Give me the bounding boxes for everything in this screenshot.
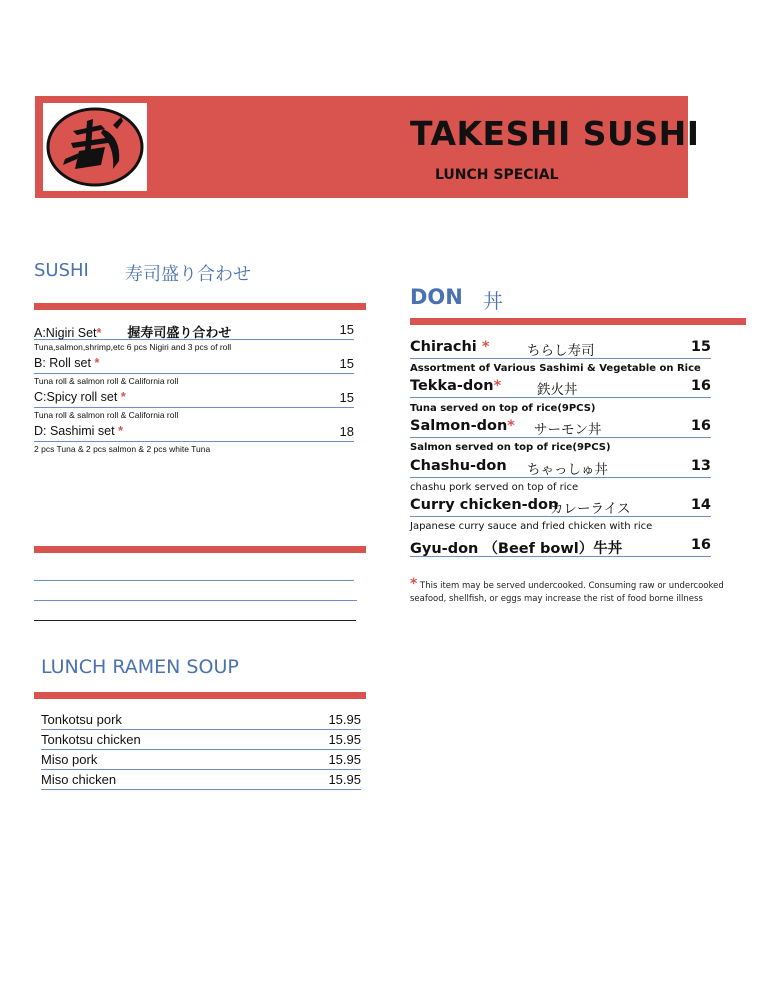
- don-heading-jp: 丼: [483, 289, 503, 313]
- item-price: 15.95: [328, 732, 361, 747]
- item-description: Tuna roll & salmon roll & California roll: [34, 410, 179, 420]
- sushi-item-a: [34, 322, 354, 340]
- ramen-item: [41, 772, 361, 790]
- undercooked-star: *: [94, 356, 100, 370]
- item-price: 15: [339, 322, 354, 337]
- item-price: 16: [690, 537, 711, 553]
- item-price: 15: [339, 390, 354, 405]
- blank-rule: [34, 620, 356, 621]
- item-name: Curry chicken-don: [410, 497, 559, 513]
- item-name: Tekka-don: [410, 378, 494, 394]
- item-description: Tuna,salmon,shrimp,etc 6 pcs Nigiri and 3 pcs of roll: [34, 342, 232, 352]
- don-heading: DON: [410, 285, 463, 309]
- item-description: Tuna served on top of rice(9PCS): [410, 403, 596, 414]
- blank-rule: [34, 580, 354, 581]
- undercooked-star: *: [120, 390, 126, 404]
- item-name: Miso chicken: [41, 772, 117, 787]
- item-name-jp: 鉄火丼: [537, 382, 578, 398]
- item-price: 16: [690, 418, 711, 434]
- undercooked-disclaimer: [410, 578, 755, 606]
- undercooked-star: *: [96, 326, 102, 340]
- ramen-heading: LUNCH RAMEN SOUP: [41, 656, 239, 678]
- item-name: Tonkotsu chicken: [41, 732, 141, 747]
- item-description: chashu pork served on top of rice: [410, 482, 579, 493]
- sushi-item-b: [34, 356, 354, 374]
- sushi-item-c: [34, 390, 354, 408]
- item-name: Miso pork: [41, 752, 98, 767]
- sushi-heading: SUSHI: [34, 260, 89, 281]
- item-description: Tuna roll & salmon roll & California roll: [34, 376, 179, 386]
- section-divider: [34, 303, 366, 310]
- undercooked-star: *: [118, 424, 123, 438]
- item-name-jp: ちらし寿司: [527, 343, 595, 359]
- undercooked-star: *: [493, 378, 502, 394]
- item-name: B: Roll set: [34, 356, 95, 370]
- item-name: Salmon-don: [410, 418, 508, 434]
- item-description: 2 pcs Tuna & 2 pcs salmon & 2 pcs white Tuna: [34, 444, 211, 454]
- sushi-heading-jp: 寿司盛り合わせ: [125, 264, 251, 285]
- item-description: Assortment of Various Sashimi & Vegetable on Rice: [410, 363, 701, 374]
- item-name: A:Nigiri Set: [34, 326, 97, 340]
- menu-subtitle: LUNCH SPECIAL: [435, 167, 559, 183]
- item-name-jp: カレーライス: [550, 501, 631, 517]
- don-item-curry: [410, 497, 711, 517]
- ramen-item: [41, 752, 361, 770]
- item-name-jp: サーモン丼: [534, 422, 602, 438]
- disclaimer-text: This item may be served undercooked. Consuming raw or undercooked seafood, shellfish, or eggs may increase the rist of food borne illness: [410, 581, 724, 604]
- section-divider: [410, 318, 746, 325]
- item-name-jp: ちゃっしゅ丼: [527, 462, 608, 478]
- item-price: 15.95: [328, 772, 361, 787]
- sushi-item-d: [34, 424, 354, 442]
- section-divider: [34, 692, 366, 699]
- item-name: D: Sashimi set: [34, 424, 119, 438]
- restaurant-title: TAKESHI SUSHI: [410, 114, 700, 153]
- blank-rule: [34, 600, 357, 601]
- item-name: C:Spicy roll set: [34, 390, 121, 404]
- don-item-chirachi: [410, 339, 711, 359]
- item-price: 18: [339, 424, 354, 439]
- item-name-jp: 握寿司盛り合わせ: [127, 325, 232, 340]
- item-price: 15: [339, 356, 354, 371]
- don-item-tekka: [410, 378, 711, 398]
- item-price: 13: [690, 458, 711, 474]
- ramen-item: [41, 712, 361, 730]
- takeshi-logo-icon: [43, 103, 147, 191]
- item-price: 15.95: [328, 752, 361, 767]
- item-name: Tonkotsu pork: [41, 712, 122, 727]
- item-price: 14: [690, 497, 711, 513]
- item-name: Chashu-don: [410, 458, 507, 474]
- undercooked-star: *: [507, 418, 515, 434]
- undercooked-star: *: [481, 339, 490, 355]
- don-item-chashu: [410, 458, 711, 478]
- don-item-salmon: [410, 418, 711, 438]
- undercooked-star: *: [410, 576, 418, 592]
- item-name: Gyu-don （Beef bowl）牛丼: [410, 541, 623, 557]
- ramen-item: [41, 732, 361, 750]
- item-description: Japanese curry sauce and fried chicken with rice: [410, 521, 653, 532]
- item-price: 15: [690, 339, 711, 355]
- don-item-gyu: [410, 537, 711, 557]
- item-price: 16: [690, 378, 711, 394]
- item-name: Chirachi: [410, 339, 482, 355]
- section-divider: [34, 546, 366, 553]
- item-price: 15.95: [328, 712, 361, 727]
- item-description: Salmon served on top of rice(9PCS): [410, 442, 611, 453]
